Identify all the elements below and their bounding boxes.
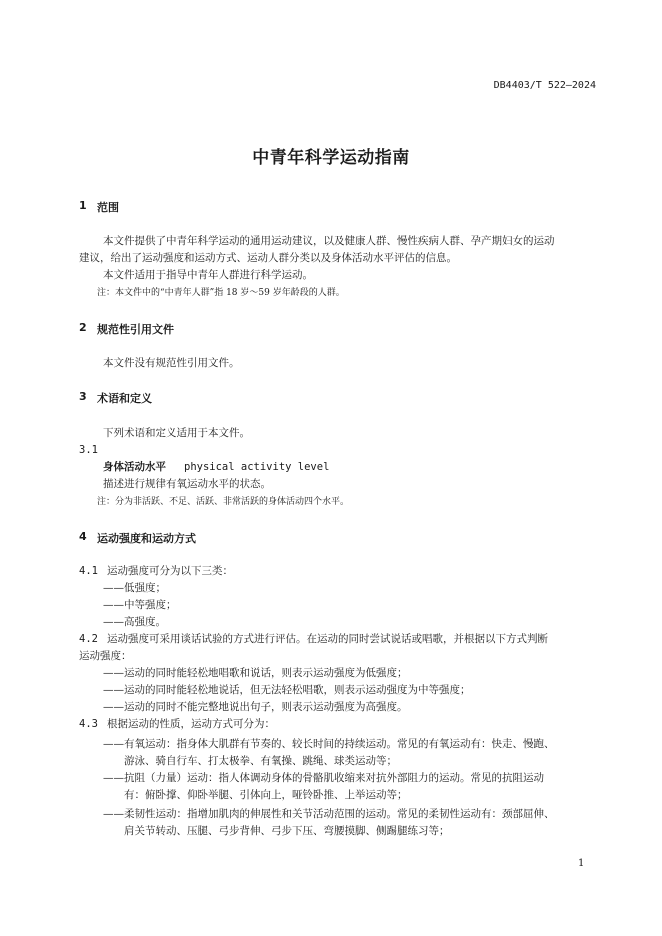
section-2-para: 本文件没有规范性引用文件。: [103, 357, 240, 369]
list-item: ——高强度。: [103, 616, 166, 628]
section-1-number: 1: [79, 199, 87, 212]
section-3-number: 3: [79, 390, 87, 403]
clause-4-2-number: 4.2: [79, 633, 98, 645]
flexibility-line-2: 肩关节转动、压腿、弓步背伸、弓步下压、弯腰摸脚、侧踢腿练习等；: [124, 825, 450, 837]
section-1-para-2: 本文件适用于指导中青年人群进行科学运动。: [103, 269, 313, 281]
aerobic-line-2: 游泳、骑自行车、打太极拳、有氧操、跳绳、球类运动等；: [124, 755, 397, 767]
term-number: 3.1: [79, 444, 98, 456]
flexibility-line-1: ——柔韧性运动：指增加肌肉的伸展性和关节活动范围的运动。常见的柔韧性运动有：颈部屈伸、: [103, 808, 555, 820]
list-item: ——运动的同时能轻松地唱歌和说话，则表示运动强度为低强度；: [103, 667, 408, 679]
document-title: 中青年科学运动指南: [252, 148, 410, 168]
term-english: physical activity level: [184, 461, 330, 473]
clause-4-2-line-2: 运动强度：: [79, 650, 132, 662]
term-chinese: 身体活动水平: [103, 461, 166, 473]
section-4-number: 4: [79, 530, 87, 543]
section-3-note: 注：分为非活跃、不足、活跃、非常活跃的身体活动四个水平。: [97, 497, 350, 507]
section-3-para: 下列术语和定义适用于本文件。: [103, 427, 250, 439]
resistance-line-2: 有：俯卧撑、仰卧举腿、引体向上，哑铃卧推、上举运动等；: [124, 789, 408, 801]
resistance-line-1: ——抗阻（力量）运动：指人体调动身体的骨骼肌收缩来对抗外部阻力的运动。常见的抗阻运动: [103, 772, 544, 784]
clause-4-1-number: 4.1: [79, 565, 98, 577]
section-1-para-1-line-2: 建议，给出了运动强度和运动方式、运动人群分类以及身体活动水平评估的信息。: [79, 252, 457, 264]
section-1-heading: 范围: [97, 201, 119, 214]
clause-4-1-text: 运动强度可分为以下三类：: [107, 565, 233, 577]
section-1-para-1-line-1: 本文件提供了中青年科学运动的通用运动建议，以及健康人群、慢性疾病人群、孕产期妇女的运动: [103, 235, 555, 247]
list-item: ——运动的同时能轻松地说话，但无法轻松唱歌，则表示运动强度为中等强度；: [103, 684, 471, 696]
section-2-number: 2: [79, 321, 87, 334]
standard-code: DB4403/T 522—2024: [493, 80, 596, 91]
list-item: ——运动的同时不能完整地说出句子，则表示运动强度为高强度。: [103, 701, 408, 713]
section-3-heading: 术语和定义: [97, 392, 152, 405]
section-1-note: 注：本文件中的“中青年人群”指 18 岁～59 岁年龄段的人群。: [97, 288, 345, 298]
page-number: 1: [578, 858, 585, 869]
section-4-heading: 运动强度和运动方式: [97, 532, 196, 545]
list-item: ——低强度；: [103, 582, 166, 594]
list-item: ——中等强度；: [103, 599, 177, 611]
clause-4-3-text: 根据运动的性质，运动方式可分为：: [107, 718, 275, 730]
term-definition: 描述进行规律有氧运动水平的状态。: [103, 478, 271, 490]
aerobic-line-1: ——有氧运动：指身体大肌群有节奏的、较长时间的持续运动。常见的有氧运动有：快走、慢跑、: [103, 738, 555, 750]
section-2-heading: 规范性引用文件: [97, 323, 174, 336]
clause-4-2-line-1: 运动强度可采用谈话试验的方式进行评估。在运动的同时尝试说话或唱歌，并根据以下方式判断: [107, 633, 548, 645]
clause-4-3-number: 4.3: [79, 718, 98, 730]
